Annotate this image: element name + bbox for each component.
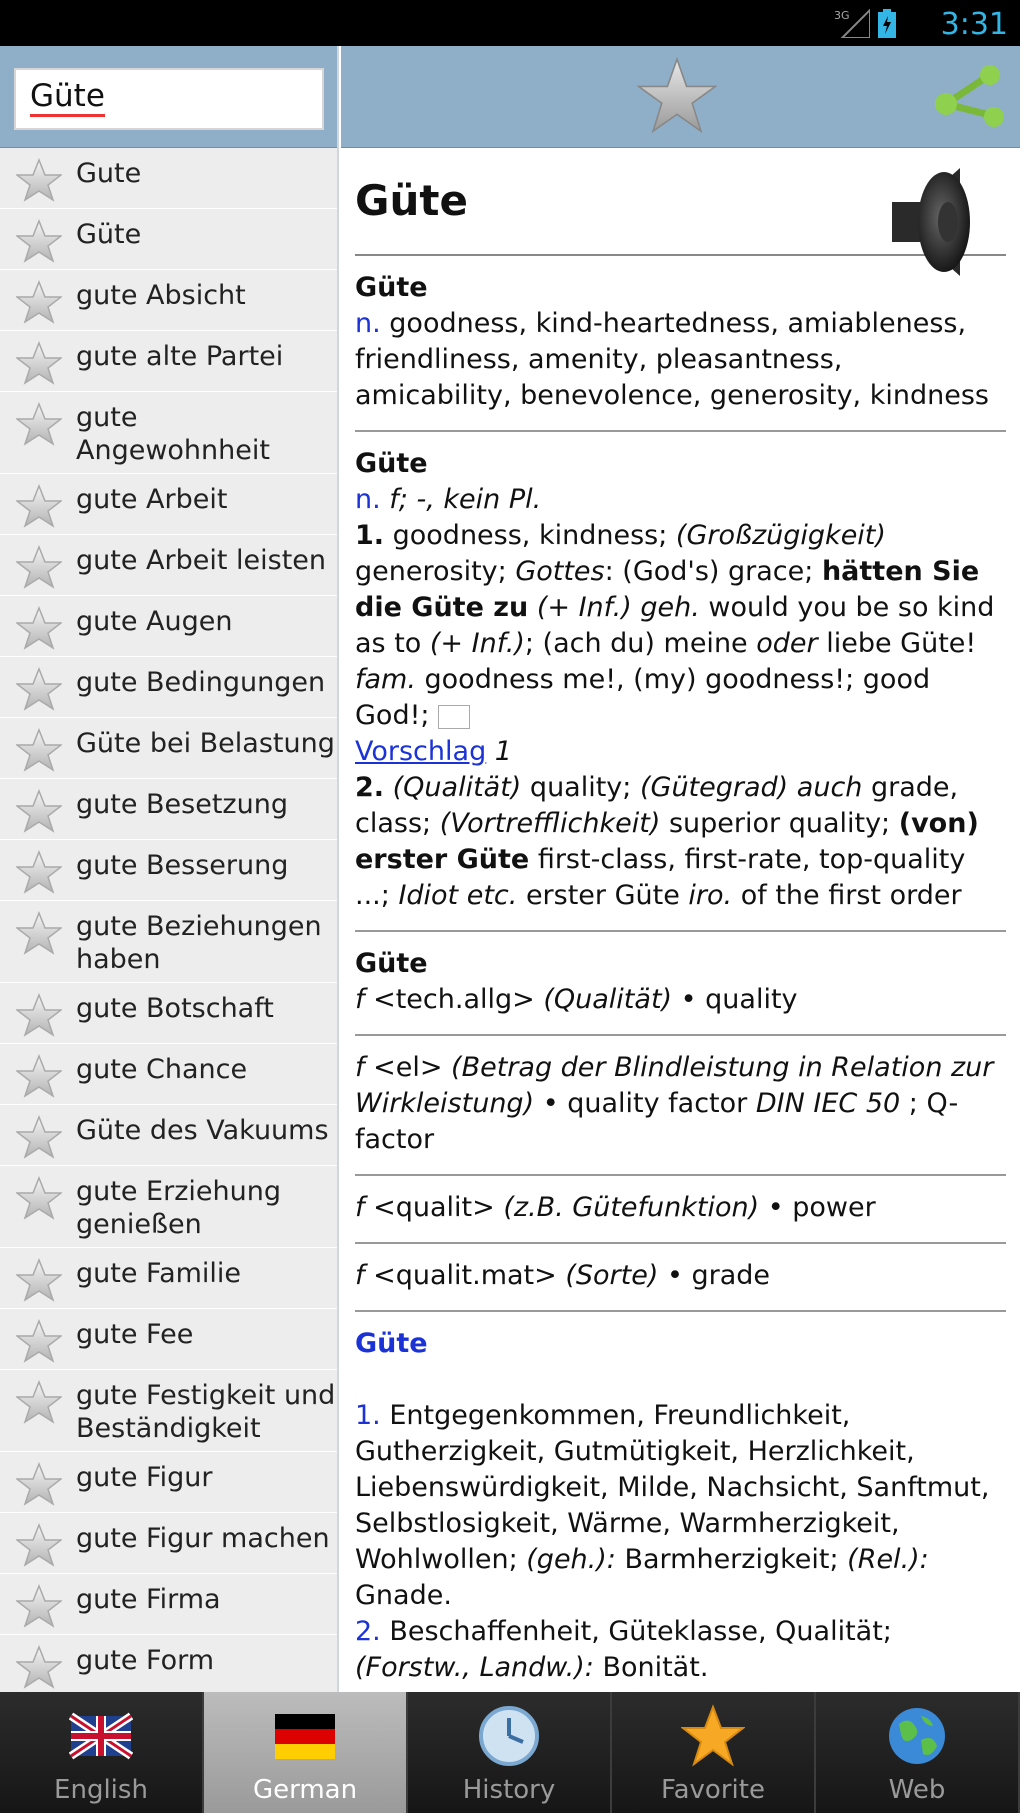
word-label: gute Erziehung genießen bbox=[76, 1176, 281, 1240]
word-list-panel bbox=[0, 46, 339, 1692]
entry-headword: Güte bbox=[355, 948, 428, 979]
word-list-item[interactable] bbox=[0, 1574, 337, 1635]
entry-2 bbox=[355, 432, 1006, 932]
star-outline-icon[interactable] bbox=[16, 911, 62, 955]
word-label: gute Beziehungen haben bbox=[76, 911, 322, 975]
word-list-item[interactable] bbox=[0, 270, 337, 331]
entry-italic: (Betrag der Blindleistung in Relation zur Wirkleistung) bbox=[355, 1052, 994, 1119]
entry-italic: 1 bbox=[486, 736, 512, 767]
word-list bbox=[0, 148, 337, 1692]
star-outline-icon[interactable] bbox=[16, 1176, 62, 1220]
word-label: gute Besetzung bbox=[76, 789, 288, 820]
tab-label: Favorite bbox=[661, 1775, 765, 1805]
article-toolbar bbox=[341, 46, 1020, 148]
entry-pos: n. bbox=[355, 308, 381, 339]
bottom-tab-bar bbox=[0, 1692, 1020, 1813]
entry-headword: Güte bbox=[355, 1328, 428, 1359]
entry-italic: (Sorte) bbox=[565, 1260, 659, 1291]
entry-4 bbox=[355, 1312, 1006, 1692]
tab-english[interactable] bbox=[0, 1692, 204, 1813]
entry-text: erster Güte bbox=[517, 880, 689, 911]
star-outline-icon[interactable] bbox=[16, 280, 62, 324]
entry-italic: f bbox=[355, 1192, 365, 1223]
word-label: gute Figur machen bbox=[76, 1523, 330, 1554]
star-outline-icon[interactable] bbox=[16, 1462, 62, 1506]
tab-label: Web bbox=[888, 1775, 946, 1805]
entry-italic: f bbox=[355, 1052, 365, 1083]
clock-icon bbox=[477, 1704, 541, 1768]
entry-text: Beschaffenheit, Güteklasse, Qualität; bbox=[380, 1616, 892, 1647]
star-outline-icon[interactable] bbox=[16, 158, 62, 202]
word-list-item[interactable] bbox=[0, 1166, 337, 1248]
entry-bold: (von) erster Güte bbox=[355, 808, 979, 875]
word-list-item[interactable] bbox=[0, 1309, 337, 1370]
word-label: gute Botschaft bbox=[76, 993, 274, 1024]
entry-italic: (+ Inf.) geh. bbox=[536, 592, 700, 623]
star-outline-icon[interactable] bbox=[16, 789, 62, 833]
star-outline-icon[interactable] bbox=[16, 728, 62, 772]
article-header bbox=[355, 162, 1006, 256]
word-label: gute Fee bbox=[76, 1319, 194, 1350]
word-label: gute Augen bbox=[76, 606, 233, 637]
word-label: gute Angewohnheit bbox=[76, 402, 270, 466]
word-list-item[interactable] bbox=[0, 1248, 337, 1309]
add-favorite-star-icon[interactable] bbox=[637, 56, 717, 136]
globe-icon bbox=[885, 1704, 949, 1768]
entry-italic: (Forstw., Landw.): bbox=[355, 1652, 594, 1683]
word-list-item[interactable] bbox=[0, 1513, 337, 1574]
tab-label: English bbox=[54, 1775, 148, 1805]
entry-pos: n. bbox=[355, 484, 381, 515]
entry-domain-tag: <el> bbox=[364, 1052, 452, 1083]
search-input-value: Güte bbox=[30, 78, 105, 117]
word-list-item[interactable] bbox=[0, 983, 337, 1044]
entry-text: : (God's) grace; bbox=[604, 556, 822, 587]
word-list-item[interactable] bbox=[0, 1370, 337, 1452]
search-input[interactable] bbox=[14, 68, 324, 130]
entry-italic: (Gütegrad) auch bbox=[639, 772, 863, 803]
entry-italic: Idiot etc. bbox=[398, 880, 518, 911]
star-outline-icon[interactable] bbox=[16, 484, 62, 528]
entry-3 bbox=[355, 932, 1006, 1036]
word-list-item[interactable] bbox=[0, 718, 337, 779]
tab-german[interactable] bbox=[204, 1692, 408, 1813]
tab-history[interactable] bbox=[408, 1692, 612, 1813]
word-list-item[interactable] bbox=[0, 331, 337, 392]
star-outline-icon[interactable] bbox=[16, 1258, 62, 1302]
star-outline-icon[interactable] bbox=[16, 993, 62, 1037]
star-outline-icon[interactable] bbox=[16, 1380, 62, 1424]
entry-italic: (Rel.): bbox=[847, 1544, 929, 1575]
word-label: gute Arbeit leisten bbox=[76, 545, 327, 576]
word-label: Gute bbox=[76, 158, 142, 189]
entry-text: Barmherzigkeit; bbox=[615, 1544, 848, 1575]
article-content bbox=[341, 148, 1020, 1692]
word-list-item[interactable] bbox=[0, 1044, 337, 1105]
star-icon bbox=[681, 1704, 745, 1768]
sense-number: 2. bbox=[355, 1616, 381, 1647]
word-list-item[interactable] bbox=[0, 596, 337, 657]
word-list-item[interactable] bbox=[0, 209, 337, 270]
entry-text: ; Q-factor bbox=[355, 1088, 959, 1155]
word-label: Güte des Vakuums bbox=[76, 1115, 329, 1146]
entry-text: ; (ach du) meine bbox=[524, 628, 757, 659]
entry-3b bbox=[355, 1036, 1006, 1176]
entry-grammar: f; -, kein Pl. bbox=[380, 484, 542, 515]
entry-text: first-class, first-rate, top-quality ...; bbox=[355, 844, 966, 911]
share-icon[interactable] bbox=[932, 64, 1008, 130]
entry-domain-tag: <tech.allg> bbox=[364, 984, 544, 1015]
entry-1 bbox=[355, 256, 1006, 432]
word-label: gute Festigkeit und Beständigkeit bbox=[76, 1380, 336, 1444]
tab-label: History bbox=[462, 1775, 556, 1805]
entry-text bbox=[528, 592, 537, 623]
entry-text: superior quality; bbox=[660, 808, 899, 839]
star-outline-icon[interactable] bbox=[16, 1319, 62, 1363]
sense-number: 1. bbox=[355, 1400, 381, 1431]
word-list-item[interactable] bbox=[0, 657, 337, 718]
speaker-icon[interactable] bbox=[882, 162, 978, 282]
entry-text: liebe Güte! bbox=[817, 628, 977, 659]
german-flag-icon bbox=[273, 1704, 337, 1768]
entry-text: Bonität. bbox=[593, 1652, 709, 1683]
word-list-item[interactable] bbox=[0, 1105, 337, 1166]
word-label: gute Arbeit bbox=[76, 484, 228, 515]
entry-text: of the first order bbox=[732, 880, 962, 911]
entry-text: goodness me!, (my) goodness!; good God!; bbox=[355, 664, 931, 731]
uk-flag-icon bbox=[69, 1704, 133, 1768]
sense-number: 2. bbox=[355, 772, 385, 803]
word-label: Güte bbox=[76, 219, 142, 250]
entry-text: goodness, kind-heartedness, amiableness, friendliness, amenity, pleasantness, amicability, benevolence, generosity, kindness bbox=[355, 308, 989, 411]
entry-italic: (Qualität) bbox=[392, 772, 522, 803]
entry-text bbox=[384, 772, 393, 803]
entry-italic: (Vortrefflichkeit) bbox=[439, 808, 661, 839]
word-label: gute Absicht bbox=[76, 280, 246, 311]
search-bar bbox=[0, 46, 337, 148]
word-list-item[interactable] bbox=[0, 901, 337, 983]
star-outline-icon[interactable] bbox=[16, 545, 62, 589]
entry-domain-tag: <qualit.mat> bbox=[364, 1260, 566, 1291]
tab-web[interactable] bbox=[816, 1692, 1020, 1813]
word-label: gute Bedingungen bbox=[76, 667, 326, 698]
star-outline-icon[interactable] bbox=[16, 341, 62, 385]
entry-text: quality; bbox=[521, 772, 640, 803]
star-outline-icon[interactable] bbox=[16, 667, 62, 711]
entry-text: Gnade. bbox=[355, 1580, 452, 1611]
entry-text: • quality bbox=[672, 984, 798, 1015]
clock: 3:31 bbox=[940, 7, 1008, 42]
entry-text: • grade bbox=[658, 1260, 770, 1291]
entry-bold: hätten Sie die Güte zu bbox=[355, 556, 980, 623]
headword: Güte bbox=[355, 176, 468, 225]
star-outline-icon[interactable] bbox=[16, 1584, 62, 1628]
word-list-item[interactable] bbox=[0, 1452, 337, 1513]
cross-reference-link[interactable]: Vorschlag bbox=[355, 736, 487, 767]
svg-text:3G: 3G bbox=[834, 9, 850, 22]
entry-italic: f bbox=[355, 1260, 365, 1291]
star-outline-icon[interactable] bbox=[16, 850, 62, 894]
star-outline-icon[interactable] bbox=[16, 219, 62, 263]
word-list-item[interactable] bbox=[0, 779, 337, 840]
star-outline-icon[interactable] bbox=[16, 1054, 62, 1098]
entry-text: goodness, kindness; bbox=[384, 520, 676, 551]
entry-text: generosity; bbox=[355, 556, 516, 587]
word-label: gute Firma bbox=[76, 1584, 221, 1615]
word-list-item[interactable] bbox=[0, 535, 337, 596]
star-outline-icon[interactable] bbox=[16, 1523, 62, 1567]
entry-italic: (+ Inf.) bbox=[429, 628, 525, 659]
star-outline-icon[interactable] bbox=[16, 606, 62, 650]
entry-text: Entgegenkommen, Freundlichkeit, Gutherzigkeit, Gutmütigkeit, Herzlichkeit, Liebenswürdigkeit, Milde, Nachsicht, Sanftmut, Selbstlosigkeit, Wärme, Warmherzigkeit, Wohlwollen; bbox=[355, 1400, 990, 1575]
entry-italic: oder bbox=[756, 628, 818, 659]
entry-text: • power bbox=[759, 1192, 876, 1223]
tab-label: German bbox=[252, 1775, 358, 1805]
word-label: gute Chance bbox=[76, 1054, 248, 1085]
tab-favorite[interactable] bbox=[612, 1692, 816, 1813]
word-label: gute Figur bbox=[76, 1462, 213, 1493]
entry-3d bbox=[355, 1244, 1006, 1312]
entry-headword: Güte bbox=[355, 448, 428, 479]
signal-3g-icon bbox=[834, 8, 870, 38]
sense-number: 1. bbox=[355, 520, 385, 551]
word-list-item[interactable] bbox=[0, 1635, 337, 1692]
entry-italic: f bbox=[355, 984, 365, 1015]
image-placeholder bbox=[438, 705, 470, 729]
battery-icon bbox=[878, 9, 896, 38]
entry-italic: (z.B. Gütefunktion) bbox=[503, 1192, 760, 1223]
word-list-item[interactable] bbox=[0, 840, 337, 901]
article-panel bbox=[341, 46, 1020, 1692]
entry-text: grade, class; bbox=[355, 772, 959, 839]
word-label: gute Form bbox=[76, 1645, 215, 1676]
entry-italic: (Qualität) bbox=[543, 984, 673, 1015]
star-outline-icon[interactable] bbox=[16, 1645, 62, 1689]
word-label: gute alte Partei bbox=[76, 341, 284, 372]
word-list-item[interactable] bbox=[0, 474, 337, 535]
word-list-item[interactable] bbox=[0, 148, 337, 209]
word-label: gute Besserung bbox=[76, 850, 289, 881]
status-bar bbox=[0, 0, 1020, 46]
entry-domain-tag: <qualit> bbox=[364, 1192, 504, 1223]
entry-italic: fam. bbox=[355, 664, 416, 695]
entry-text: • quality factor bbox=[534, 1088, 756, 1119]
word-label: gute Familie bbox=[76, 1258, 242, 1289]
entry-italic: iro. bbox=[688, 880, 733, 911]
star-outline-icon[interactable] bbox=[16, 1115, 62, 1159]
word-label: Güte bei Belastung bbox=[76, 728, 335, 759]
entry-italic: Gottes bbox=[515, 556, 605, 587]
entry-text: would you be so kind as to bbox=[355, 592, 995, 659]
entry-italic: (Großzügigkeit) bbox=[675, 520, 886, 551]
entry-italic: DIN IEC 50 bbox=[755, 1088, 901, 1119]
word-list-item[interactable] bbox=[0, 392, 337, 474]
entry-italic: (geh.): bbox=[526, 1544, 616, 1575]
entry-3c bbox=[355, 1176, 1006, 1244]
entry-headword: Güte bbox=[355, 272, 428, 303]
star-outline-icon[interactable] bbox=[16, 402, 62, 446]
